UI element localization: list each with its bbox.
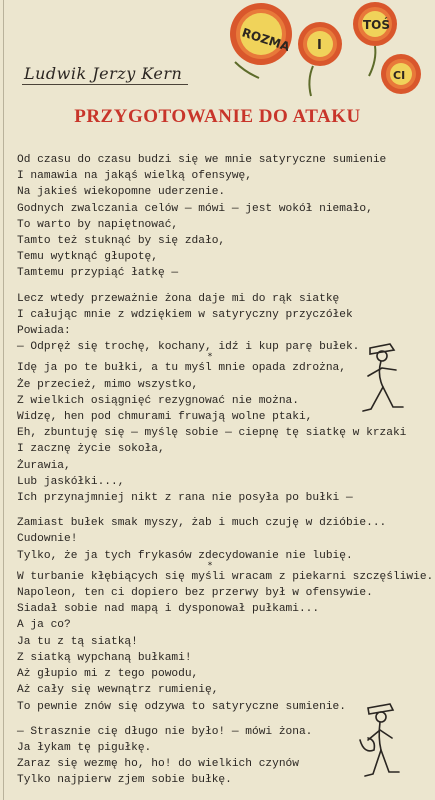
flower-label-4: CI [393, 69, 406, 82]
walking-man-sketch-icon [352, 338, 416, 420]
poem-line: Aż głupio mi z tego powodu, [17, 668, 199, 681]
poem-line: I całując mnie z wdziękiem w satyryczny przyczółek [17, 308, 353, 321]
poem-line: Idę ja po te bułki, a tu myśl mnie opada zdrożna, [17, 362, 346, 375]
stanza-4 [17, 515, 422, 564]
poem-line: Widzę, hen pod chmurami fruwają wolne ptaki, [17, 411, 313, 424]
flower-label-3: TOŚ [363, 18, 391, 32]
poem-line: Ja łykam tę pigułkę. [17, 741, 152, 754]
poem-line: To warto by napiętnować, [17, 218, 179, 231]
flower-label-1: ROZMA [240, 25, 292, 54]
man-with-bag-sketch-icon [352, 700, 412, 786]
poem-line: Od czasu do czasu budzi się we mnie satyryczne sumienie [17, 154, 387, 166]
poem-line: Że przecież, mimo wszystko, [17, 378, 199, 391]
flower-column-logo [195, 0, 435, 100]
author-signature: Ludwik Jerzy Kern [22, 64, 188, 85]
poem-line: A ja co? [17, 619, 71, 632]
poem-line: Lecz wtedy przeważnie żona daje mi do rąk siatkę [17, 292, 340, 305]
poem-line: — Strasznie cię długo nie było! — mówi żona. [17, 725, 313, 738]
article-title: PRZYGOTOWANIE DO ATAKU [74, 106, 361, 127]
poem-line: Tylko najpierw zjem sobie bułkę. [17, 774, 232, 787]
poem-line: Aż cały się wewnątrz rumienię, [17, 684, 219, 697]
header [0, 0, 435, 100]
poem-line: Powiada: [17, 325, 71, 338]
poem-line: Tamtemu przypiąć łatkę — [17, 267, 179, 280]
section-separator: * [207, 352, 213, 363]
flower-label-2: I [317, 38, 322, 53]
poem-line: I namawia na jakąś wielką ofensywę, [17, 170, 252, 183]
poem-line: Ja tu z tą siatką! [17, 635, 138, 648]
poem-line: Tylko, że ja tych frykasów zdecydowanie nie lubię. [17, 549, 353, 562]
flower-2 [298, 22, 342, 96]
poem-line: Napoleon, ten ci dopiero bez przerwy był w ofensywie. [17, 587, 373, 600]
poem-line: Temu wytknąć głupotę, [17, 251, 158, 264]
poem-line: Zamiast bułek smak myszy, żab i much czuję w dzióbie... [17, 517, 387, 530]
poem-line: Na jakieś wiekopomne uderzenie. [17, 186, 226, 199]
poem-line: W turbanie kłębiących się myśli wracam z piekarni szczęśliwie. [17, 570, 434, 583]
stanza-5 [17, 569, 434, 715]
poem-line: Z siatką wypchaną bułkami! [17, 651, 192, 664]
poem-line: Zaraz się wezmę ho, ho! do wielkich czynów [17, 758, 299, 771]
poem-line: Żurawia, [17, 459, 71, 472]
poem-line: Siadał sobie nad mapą i dysponował pułkami... [17, 603, 320, 616]
poem-line: Eh, zbuntuję się — myślę sobie — ciepnę tę siatkę w krzaki [17, 427, 407, 440]
poem-line: Cudownie! [17, 533, 78, 546]
poem-line: Lub jaskółki..., [17, 475, 125, 488]
poem-body [17, 152, 434, 789]
poem-line: To pewnie znów się odzywa to satyryczne sumienie. [17, 700, 346, 713]
poem-line: Z wielkich osiągnięć rezygnować nie można. [17, 394, 299, 407]
poem-line: I zacznę życie sokoła, [17, 443, 165, 456]
section-separator: * [207, 560, 213, 571]
poem-line: Tamto też stuknąć by się zdało, [17, 235, 226, 248]
stanza-1 [17, 152, 422, 282]
poem-line: — Odpręż się trochę, kochany, idź i kup parę bułek. [17, 341, 360, 354]
poem-line: Godnych zwalczania celów — mówi — jest wokół niemało, [17, 202, 373, 215]
poem-line: Ich przynajmniej nikt z rana nie posyła po bułki — [17, 492, 353, 505]
